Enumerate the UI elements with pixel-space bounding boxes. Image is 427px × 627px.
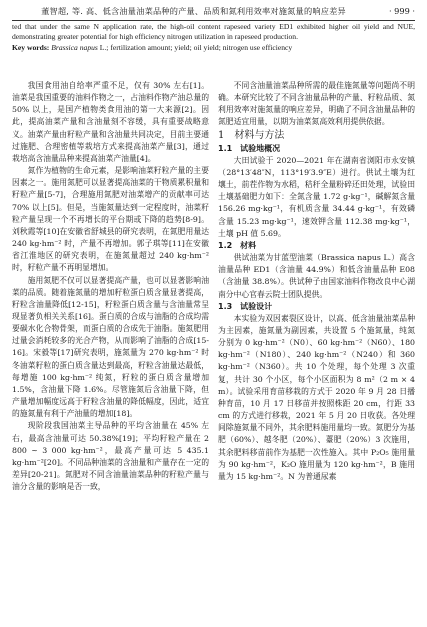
keywords-species: Brassica napus <box>51 43 98 53</box>
keywords-list: L.; fertilization amount; yield; oil yield; nitrogen use efficiency <box>97 43 293 53</box>
running-header <box>12 4 415 21</box>
abstract-text: ted that under the same N application rate, the high-oil content rapeseed variety ED1 exhibited higher oil yield and NUE, demonstrating greater potential for high efficiency nitrogen utilization in rapeseed production. <box>12 22 415 42</box>
intro-paragraph-3: 施用氮肥不仅可以显著提高产量，也可以显著影响油菜的品质。随着施氮量的增加籽粒蛋白质含量显著提高，籽粒含油量降低[12-15]，籽粒蛋白质含量与含油量常呈现显著负相关关系[16]。蛋白质的合成与油脂的合成均需要碳水化合物骨架，而蛋白质的合成先于油脂。施氮肥用过量会消耗较多的光合产物，从而影响了油脂的合成[15-16]。宋毅等[17]研究表明，施氮量为 270 kg·hm⁻² 时冬油菜籽粒的蛋白质含量达到最高，籽粒含油量达最低，每增施 100 kg·hm⁻² 纯氮，籽粒的蛋白质含量增加 1.5%，含油量下降 1.6%。尽管施氮后含油量下降，但产量增加幅度远高于籽粒含油量的降低幅度，因此，适宜的施氮量有利于产油量的增加[18]。 <box>12 275 209 419</box>
page-number: · 999 · <box>388 6 415 16</box>
intro-paragraph-2: 氮作为植物的生命元素，是影响油菜籽粒产量的主要因素之一。施用氮肥可以显著提高油菜的干物质累积量和籽粒产量[5-7]，合理施用氮肥对油菜增产的贡献率可达 70% 以上[5]。但是，当施氮量达到一定程度时，油菜籽粒产量呈现一个不再增长的平台期或下降的趋势[8-9]。刘秋霞等[10]在安徽省舒城县的研究表明，在氮肥用量达 240 kg·hm⁻² 时，产量不再增加。郭子琪等[11]在安徽省江淮地区的研究表明，在施氮量超过 240 kg·hm⁻² 时，籽粒产量不再明显增加。 <box>12 166 209 273</box>
subsection-heading-site: 1.1 试验地概况 <box>218 143 281 153</box>
subsection-heading-design: 1.3 试验设计 <box>218 301 273 311</box>
materials-paragraph: 供试油菜为甘蓝型油菜（Brassica napus L.）高含油量品种 ED1（含油量 44.9%）和低含油量品种 E08（含油量 38.8%）。供试种子由国家油料作物改良中心湖南分中心官春云院士团队提供。 <box>218 253 415 299</box>
subsection-heading-materials: 1.2 材料 <box>218 240 257 250</box>
keywords-line <box>12 43 415 53</box>
english-abstract <box>12 22 415 54</box>
keywords-label: Key words: <box>12 43 50 53</box>
intro-paragraph-4: 现阶段我国油菜主导品种的平均含油量在 45% 左右，最高含油量可达 50.38%[19]；平均籽粒产量在 2 800 ~ 3 000 kg·hm⁻²，最高产量可达 5 435.1 kg·hm⁻²[20]。不同品种油菜的含油量和产量存在一定的差异[20-21]。氮肥对不同含油量油菜品种的籽粒产量与油分含量的影响是否一致， <box>12 421 209 492</box>
intro-paragraph-1: 我国食用油自给率严重不足，仅有 30% 左右[1]。油菜是我国重要的油料作物之一，占油料作物产油总量的 50% 以上，是国产植物类食用油的第一大来源[2]。因此，提高油菜产量和含油量刻不容缓，具有重要战略意义。油菜产量由籽粒产量和含油量共同决定，目前主要通过施肥、合理密植等栽培方式来提高油菜产量[3]，通过栽培高含油量品种来提高油菜产油量[4]。 <box>12 81 209 163</box>
section-heading-methods: 1 材料与方法 <box>218 129 285 141</box>
right-column <box>218 80 415 483</box>
intro-paragraph-5: 不同含油量油菜品种所需的最佳施氮量等问题尚不明确。本研究比较了不同含油量品种的产量、籽粒品质、氮利用效率对施氮量的响应差异，明确了不同含油量品种的氮肥适宜用量，以期为油菜氮高效利用提供依据。 <box>218 81 415 127</box>
site-paragraph: 大田试验于 2020—2021 年在湖南省浏阳市永安镇（28°13′48″N，113°19′3.9″E）进行。供试土壤为红壤土，前茬作物为水稻，秸秆全量粉碎还田处理，试验田土壤基础肥力如下：全氮含量 1.72 g·kg⁻¹，碱解氮含量 156.26 mg·kg⁻¹，有机质含量 34.44 g·kg⁻¹，有效磷含量 15.23 mg·kg⁻¹，速效钾含量 112.38 mg·kg⁻¹，土壤 pH 值 5.69。 <box>218 155 415 238</box>
running-title: 董智超, 等. 高、低含油量油菜品种的产量、品质和氮利用效率对施氮量的响应差异 <box>41 6 346 16</box>
design-paragraph: 本实验为双因素裂区设计，以高、低含油量油菜品种为主因素，施氮量为副因素，共设置 5 个施氮量，纯氮分别为 0 kg·hm⁻²（N0）、60 kg·hm⁻²（N60）、180 kg·hm⁻²（N180）、240 kg·hm⁻²（N240）和 360 kg·hm⁻²（N360）。共 10 个处理，每个处理 3 次重复，共计 30 个小区，每个小区面积为 8 m²（2 m × 4 m）。试验采用育苗移栽的方式于 2020 年 9 月 28 日播种育苗，10 月 17 日移苗并按照株距 20 cm，行距 33 cm 的方式进行移栽，2021 年 5 月 20 日收获。各处理间除施氮量不同外，其余肥料施用量均一致。氮肥分为基肥（60%）、越冬肥（20%）、薹肥（20%）3 次施用，其余肥料移苗前作为基肥一次性施入。其中 P₂O₅ 施用量为 90 kg·hm⁻²，K₂O 施用量为 120 kg·hm⁻²，B 施用量为 15 kg·hm⁻²。N 为普通尿素 <box>218 313 415 481</box>
left-column <box>12 80 209 493</box>
